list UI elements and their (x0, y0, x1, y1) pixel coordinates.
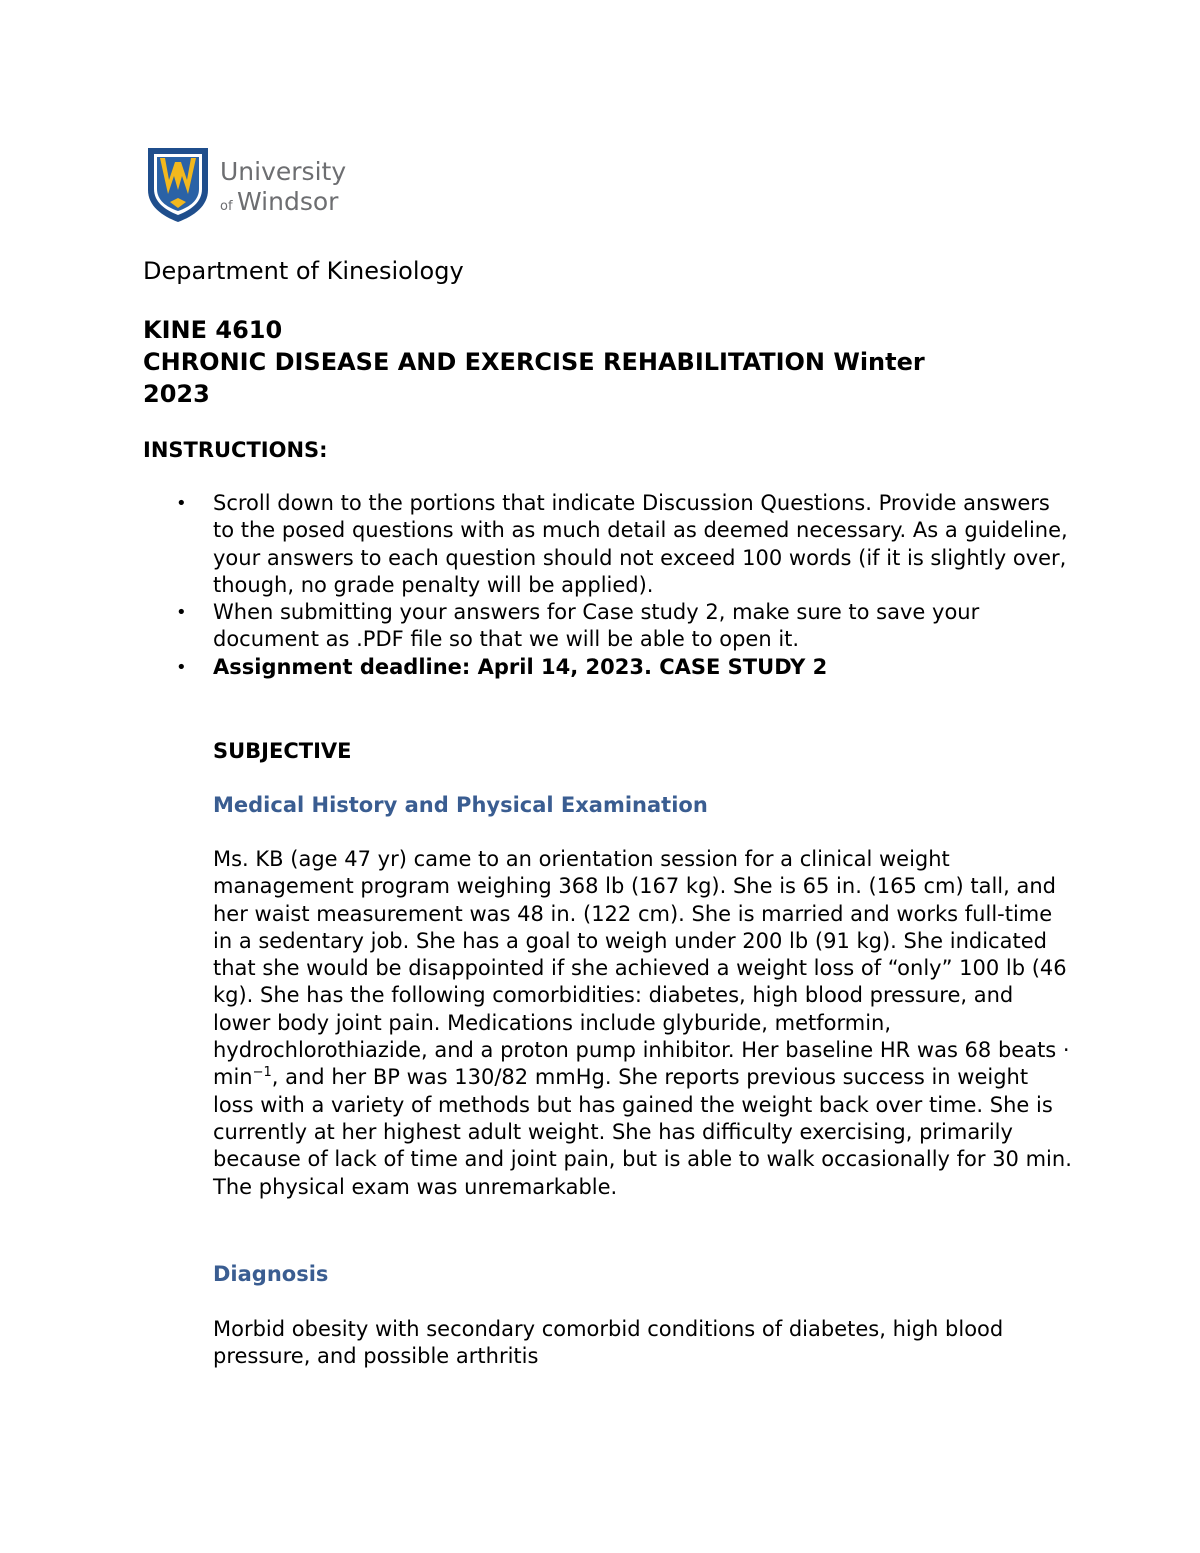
course-title-line1: CHRONIC DISEASE AND EXERCISE REHABILITATION Winter (143, 348, 925, 376)
instructions-list (143, 490, 1073, 681)
case-study-label: . CASE STUDY 2 (643, 654, 828, 679)
shield-icon (148, 148, 208, 222)
list-item (143, 490, 1073, 599)
medical-history-heading: Medical History and Physical Examination (213, 793, 708, 817)
medical-history-text-part1: Ms. KB (age 47 yr) came to an orientation session for a clinical weight management program weighing 368 lb (167 kg). She is 65 in. (165 cm) tall, and her waist measurement was 48 in. (122 cm). She is married and works full-time in a sedentary job. She has a goal to weigh under 200 lb (91 kg). She indicated that she would be disappointed if she achieved a weight loss of “only” 100 lb (46 kg). She has the following comorbidities: diabetes, high blood pressure, and lower body joint pain. Medications include glyburide, metformin, hydrochlorothiazide, and a proton pump inhibitor. Her baseline HR was 68 beats · min (213, 847, 1070, 1090)
list-item-text: When submitting your answers for Case study 2, make sure to save your document as .PDF file so that we will be able to open it. (213, 600, 980, 652)
assignment-deadline: Assignment deadline: April 14, 2023 (213, 654, 644, 679)
list-item-text: Scroll down to the portions that indicate Discussion Questions. Provide answers to the posed questions with as much detail as deemed necessary. As a guideline, your answers to each question should not exceed 100 words (if it is slightly over, though, no grade penalty will be applied). (213, 491, 1068, 597)
list-item (143, 599, 1073, 654)
instructions-heading: INSTRUCTIONS: (143, 438, 328, 462)
superscript-exponent: −1 (252, 1065, 272, 1081)
svg-text:University: University (220, 157, 347, 186)
department-name: Department of Kinesiology (143, 257, 464, 285)
list-item (143, 654, 1073, 681)
subjective-heading: SUBJECTIVE (213, 739, 352, 763)
university-logo (146, 146, 356, 224)
medical-history-paragraph (213, 846, 1073, 1201)
course-code: KINE 4610 (143, 316, 283, 344)
svg-text:of: of (220, 199, 233, 214)
bullet-icon: • (176, 493, 187, 514)
diagnosis-paragraph: Morbid obesity with secondary comorbid conditions of diabetes, high blood pressure, and possible arthritis (213, 1317, 1004, 1369)
bullet-icon: • (176, 656, 187, 678)
course-title-block (143, 314, 1073, 410)
medical-history-text-part2: , and her BP was 130/82 mmHg. She reports previous success in weight loss with a variety of methods but has gained the weight back over time. She is currently at her highest adult weight. She has difficulty exercising, primarily because of lack of time and joint pain, but is able to walk occasionally for 30 min. The physical exam was unremarkable. (213, 1065, 1072, 1199)
course-title-line2: 2023 (143, 380, 210, 408)
diagnosis-heading: Diagnosis (213, 1262, 329, 1286)
svg-text:Windsor: Windsor (237, 187, 339, 216)
bullet-icon: • (176, 602, 187, 624)
